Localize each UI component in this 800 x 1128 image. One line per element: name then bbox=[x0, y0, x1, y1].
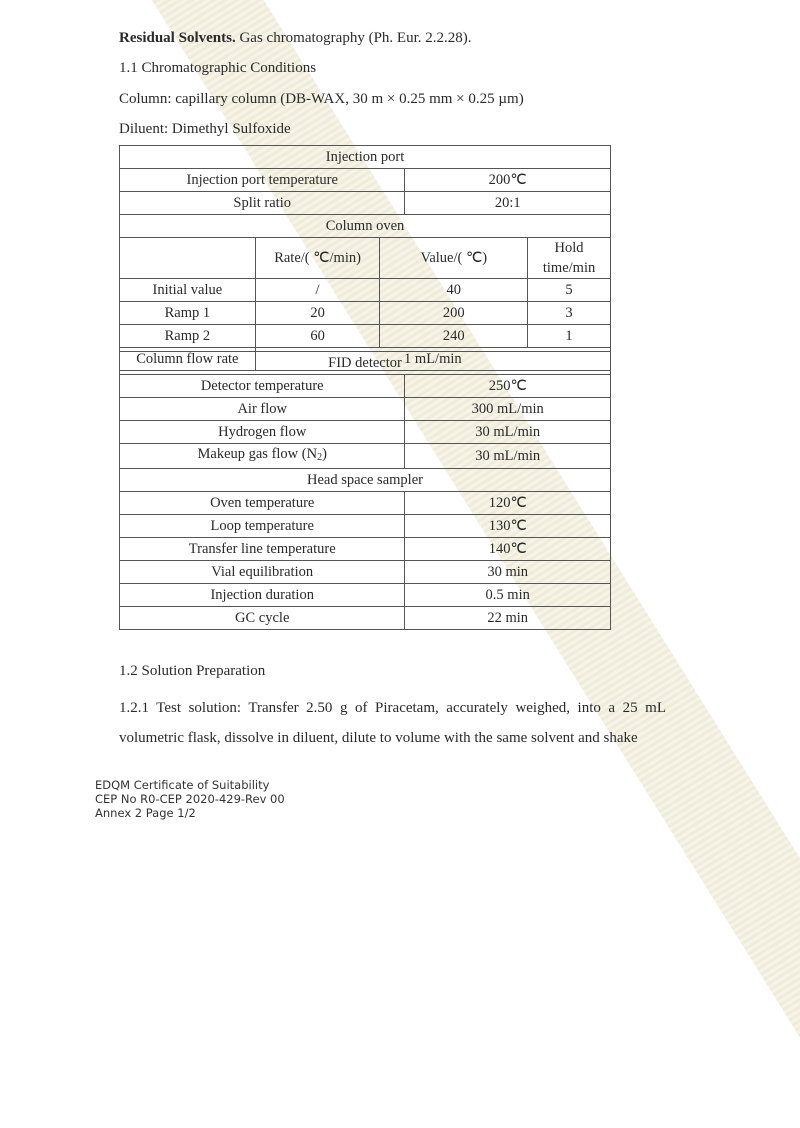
gc-conditions-table bbox=[119, 145, 611, 238]
column-spec: Column: capillary column (DB-WAX, 30 m × 0.25 mm × 0.25 µm) bbox=[119, 91, 524, 107]
table-section-header bbox=[120, 469, 611, 492]
title-bold: Residual Solvents. bbox=[119, 30, 236, 46]
row-value: 120℃ bbox=[405, 492, 611, 515]
row-value: 250℃ bbox=[405, 375, 611, 398]
label-text: Makeup gas flow (N bbox=[197, 446, 318, 462]
table-row bbox=[120, 444, 611, 469]
row-label: Vial equilibration bbox=[120, 561, 405, 584]
table-row bbox=[120, 421, 611, 444]
row-label: Oven temperature bbox=[120, 492, 405, 515]
row-label: Injection duration bbox=[120, 584, 405, 607]
col-header-rate: Rate/( ℃/min) bbox=[255, 238, 380, 279]
col-header-value: Value/( ℃) bbox=[380, 238, 528, 279]
row-label: Initial value bbox=[120, 279, 256, 302]
section-heading-1-1: 1.1 Chromatographic Conditions bbox=[119, 60, 317, 76]
row-label: Split ratio bbox=[120, 192, 405, 215]
table-section-header bbox=[120, 352, 611, 375]
row-value: 20:1 bbox=[405, 192, 611, 215]
table-row bbox=[120, 375, 611, 398]
value-cell: 40 bbox=[380, 279, 528, 302]
row-value: 30 mL/min bbox=[405, 444, 611, 469]
table-row bbox=[120, 515, 611, 538]
hold-cell: 5 bbox=[528, 279, 611, 302]
detector-headspace-table bbox=[119, 351, 611, 630]
row-label: Loop temperature bbox=[120, 515, 405, 538]
table-row bbox=[120, 561, 611, 584]
table-row bbox=[120, 279, 611, 302]
label-subscript: 2 bbox=[317, 452, 323, 463]
col-header-hold: Hold time/min bbox=[528, 238, 611, 279]
table-header-row bbox=[120, 238, 611, 279]
row-label bbox=[120, 444, 405, 469]
head-space-heading: Head space sampler bbox=[120, 469, 611, 492]
hold-cell: 3 bbox=[528, 302, 611, 325]
injection-port-heading: Injection port bbox=[120, 146, 611, 169]
table-section-header bbox=[120, 215, 611, 238]
table-row bbox=[120, 398, 611, 421]
table-row bbox=[120, 169, 611, 192]
row-label: GC cycle bbox=[120, 607, 405, 630]
table-row bbox=[120, 607, 611, 630]
hold-cell: 1 bbox=[528, 325, 611, 348]
rate-cell: 20 bbox=[255, 302, 380, 325]
table-row bbox=[120, 325, 611, 348]
flow-value: 1 mL/min bbox=[255, 348, 610, 371]
table-section-header bbox=[120, 146, 611, 169]
row-label: Detector temperature bbox=[120, 375, 405, 398]
row-value: 130℃ bbox=[405, 515, 611, 538]
row-label: Column flow rate bbox=[120, 348, 256, 371]
row-value: 200℃ bbox=[405, 169, 611, 192]
row-label: Transfer line temperature bbox=[120, 538, 405, 561]
table-row bbox=[120, 302, 611, 325]
title-rest: Gas chromatography (Ph. Eur. 2.2.28). bbox=[235, 30, 472, 46]
label-text-end: ) bbox=[322, 446, 327, 462]
footer-line-2: CEP No R0-CEP 2020-429-Rev 00 bbox=[95, 792, 285, 806]
footer-line-3: Annex 2 Page 1/2 bbox=[95, 806, 196, 820]
value-cell: 200 bbox=[380, 302, 528, 325]
col-header-blank bbox=[120, 238, 256, 279]
diluent-spec: Diluent: Dimethyl Sulfoxide bbox=[119, 121, 291, 137]
footer-line-1: EDQM Certificate of Suitability bbox=[95, 778, 270, 792]
table-row bbox=[120, 492, 611, 515]
row-label: Hydrogen flow bbox=[120, 421, 405, 444]
row-value: 300 mL/min bbox=[405, 398, 611, 421]
page-footer bbox=[95, 778, 285, 820]
test-solution-paragraph: 1.2.1 Test solution: Transfer 2.50 g of Piracetam, accurately weighed, into a 25 mL volumetric flask, dissolve in diluent, dilute to volume with the same solvent and shake bbox=[119, 700, 666, 746]
table-row bbox=[120, 192, 611, 215]
row-label: Ramp 1 bbox=[120, 302, 256, 325]
rate-cell: 60 bbox=[255, 325, 380, 348]
table-row bbox=[120, 584, 611, 607]
row-label: Air flow bbox=[120, 398, 405, 421]
value-cell: 240 bbox=[380, 325, 528, 348]
row-label: Ramp 2 bbox=[120, 325, 256, 348]
row-value: 30 min bbox=[405, 561, 611, 584]
row-value: 22 min bbox=[405, 607, 611, 630]
row-value: 30 mL/min bbox=[405, 421, 611, 444]
section-title bbox=[119, 30, 472, 47]
row-value: 140℃ bbox=[405, 538, 611, 561]
fid-detector-heading: FID detector bbox=[120, 352, 611, 375]
row-label: Injection port temperature bbox=[120, 169, 405, 192]
row-value: 0.5 min bbox=[405, 584, 611, 607]
table-row bbox=[120, 538, 611, 561]
rate-cell: / bbox=[255, 279, 380, 302]
section-heading-1-2: 1.2 Solution Preparation bbox=[119, 663, 266, 679]
column-oven-heading: Column oven bbox=[120, 215, 611, 238]
